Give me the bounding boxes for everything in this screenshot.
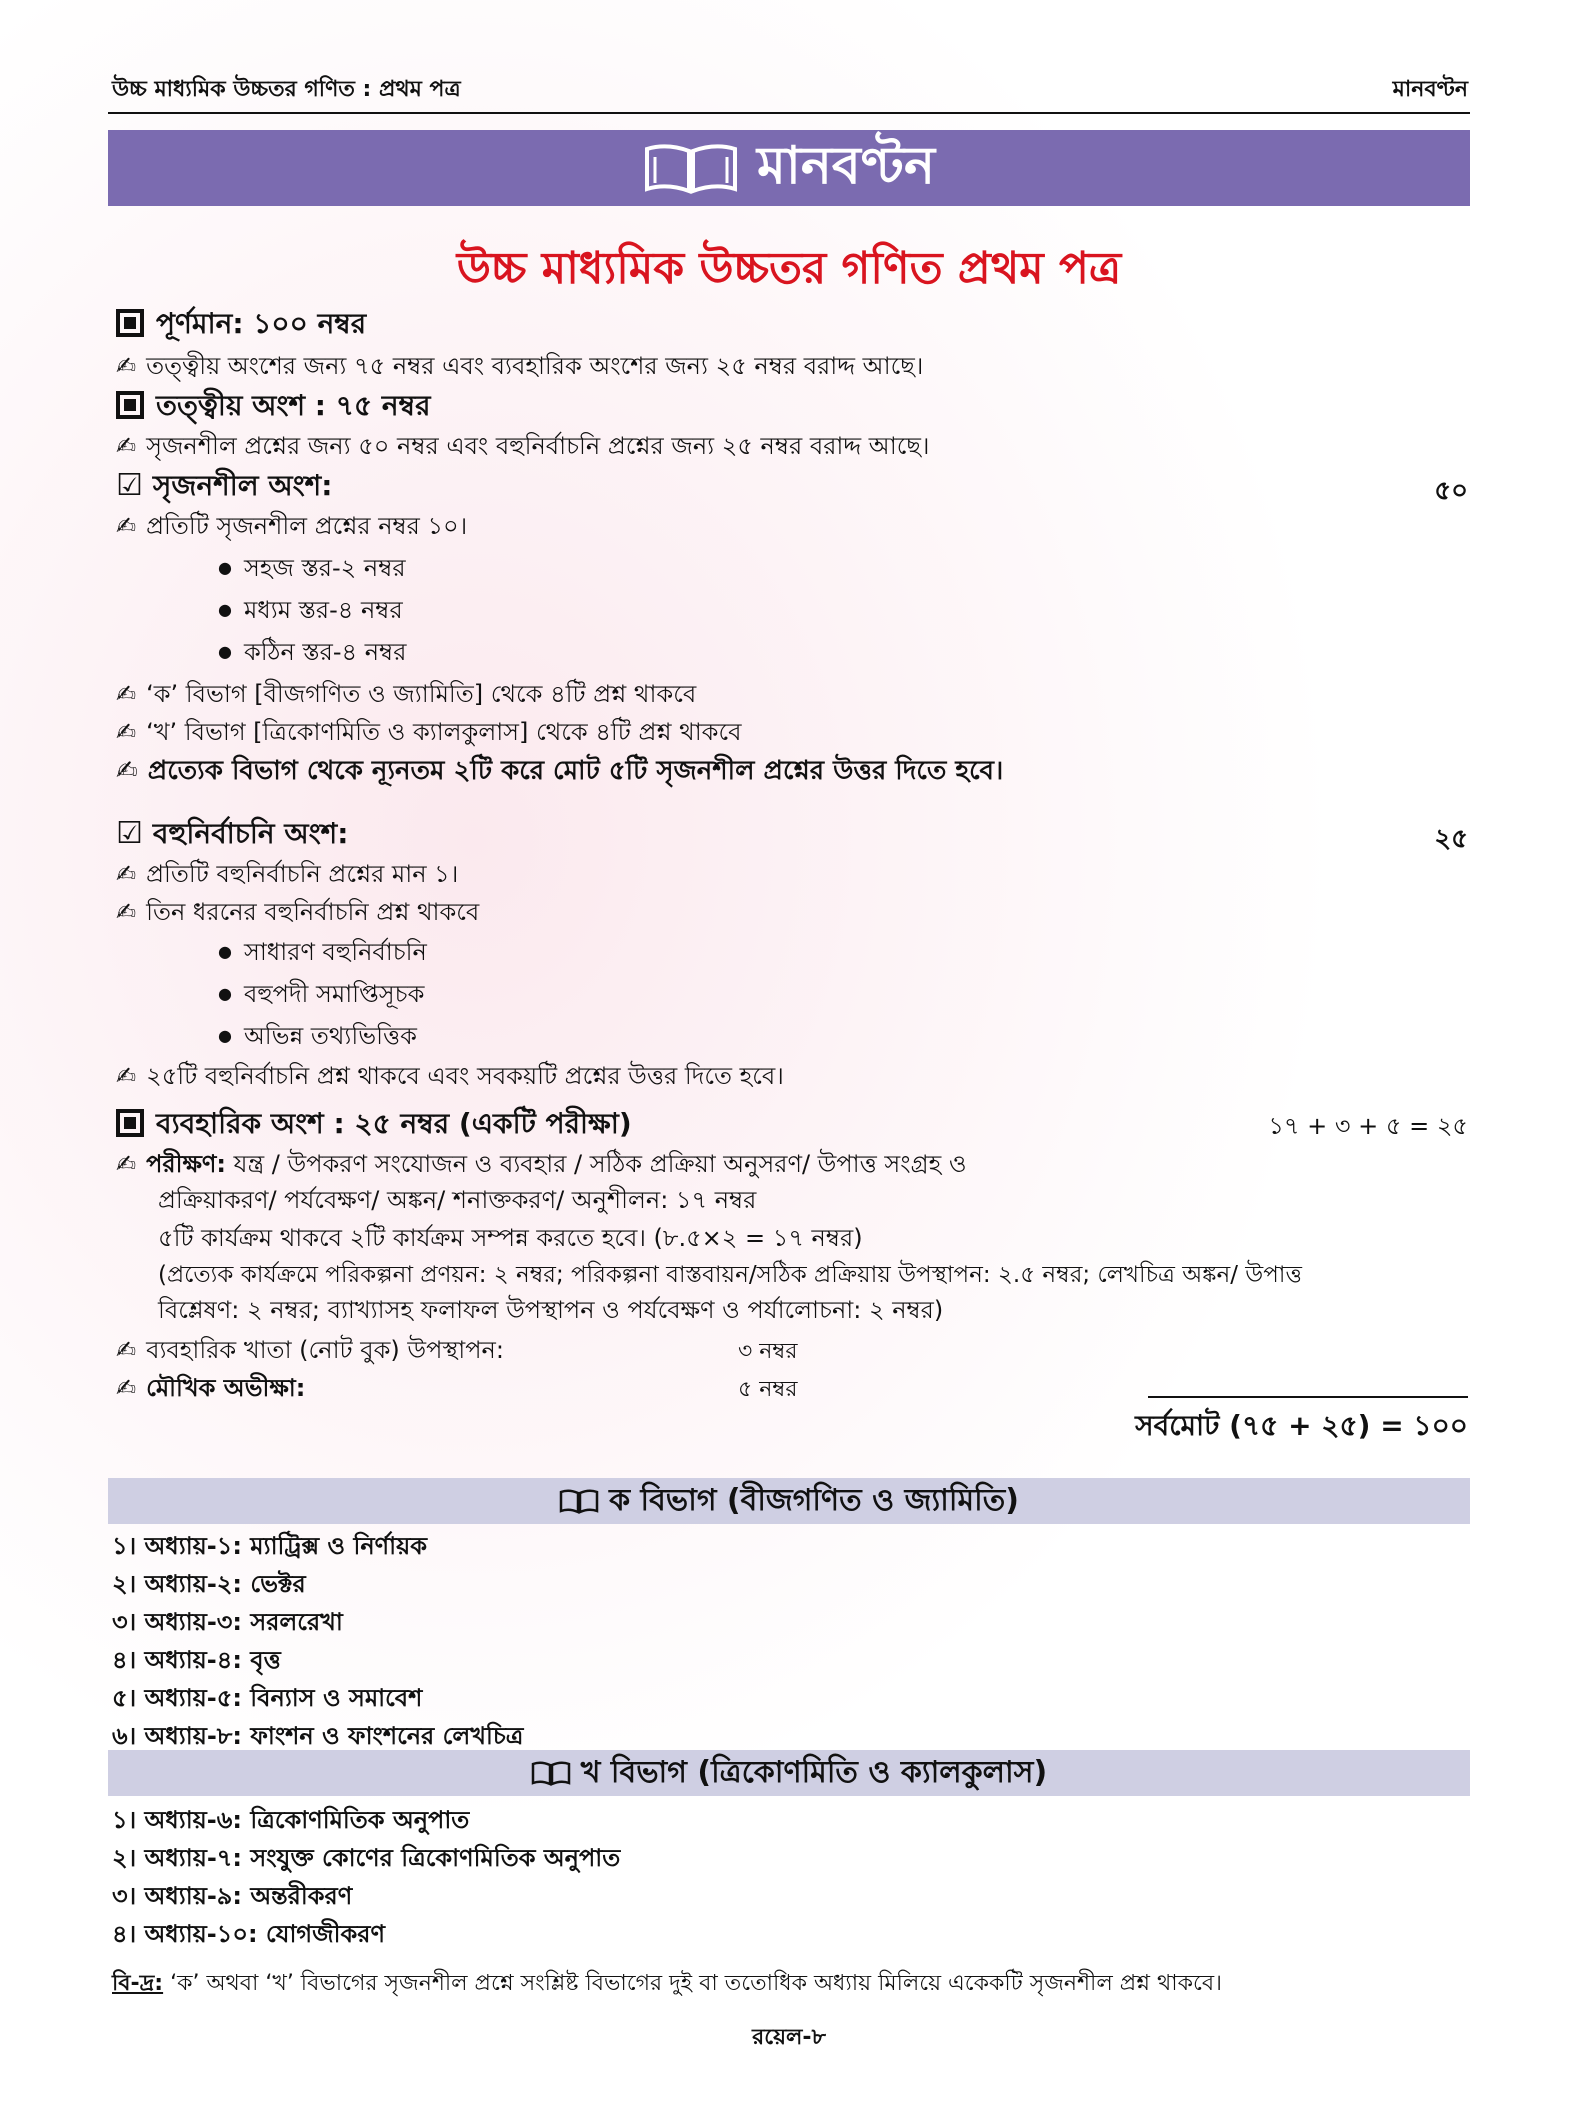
writing-hand-icon: ✍: [116, 352, 137, 380]
chapter-item: ৬। অধ্যায়-৮: ফাংশন ও ফাংশনের লেখচিত্র: [112, 1722, 524, 1750]
chapter-item: ৪। অধ্যায়-৪: বৃত্ত: [112, 1646, 281, 1674]
writing-hand-icon: ✍: [116, 432, 137, 460]
footnote-text: ‘ক’ অথবা ‘খ’ বিভাগের সৃজনশীল প্রশ্নে সংশ্লিষ্ট বিভাগের দুই বা ততোধিক অধ্যায় মিলিয়ে একেকটি সৃজনশীল প্রশ্ন থাকবে।: [170, 1971, 1222, 1996]
chapter-item: ৩। অধ্যায়-৩: সরলরেখা: [112, 1608, 343, 1636]
header-left: উচ্চ মাধ্যমিক উচ্চতর গণিত : প্রথম পত্র: [112, 77, 461, 102]
theory-note: ✍ সৃজনশীল প্রশ্নের জন্য ৫০ নম্বর এবং বহুনির্বাচনি প্রশ্নের জন্য ২৫ নম্বর বরাদ্দ আছে।: [116, 432, 930, 460]
writing-hand-icon: ✍: [116, 1062, 137, 1090]
viva-line: ✍ মৌখিক অভীক্ষা:: [116, 1374, 306, 1402]
level-item: ● কঠিন স্তর-৪ নম্বর: [218, 634, 406, 674]
full-marks-note: ✍ তত্ত্বীয় অংশের জন্য ৭৫ নম্বর এবং ব্যবহারিক অংশের জন্য ২৫ নম্বর বরাদ্দ আছে।: [116, 352, 924, 380]
notebook-line: ✍ ব্যবহারিক খাতা (নোট বুক) উপস্থাপন:: [116, 1336, 504, 1364]
title-banner: [108, 130, 1470, 206]
footnote-label: বি-দ্র:: [112, 1971, 164, 1996]
chapter-item: ৫। অধ্যায়-৫: বিন্যাস ও সমাবেশ: [112, 1684, 423, 1712]
writing-hand-icon: ✍: [116, 718, 137, 746]
header-rule: [108, 112, 1470, 114]
creative-line4: ✍ প্রত্যেক বিভাগ থেকে ন্যূনতম ২টি করে মোট ৫টি সৃজনশীল প্রশ্নের উত্তর দিতে হবে।: [116, 756, 1004, 786]
practical-exam-line4: (প্রত্যেক কার্যক্রমে পরিকল্পনা প্রণয়ন: ২ নম্বর; পরিকল্পনা বাস্তবায়ন/সঠিক প্রক্রিয়ায় উপস্থাপন: ২.৫ নম্বর; লেখচিত্র অঙ্কন/ উপাত্ত: [158, 1262, 1302, 1288]
open-book-icon: [531, 1760, 571, 1786]
chapter-item: ২। অধ্যায়-২: ভেক্টর: [112, 1570, 306, 1598]
open-book-icon: [559, 1488, 599, 1514]
square-bullet-icon: [116, 1109, 144, 1137]
mcq-line2: ✍ তিন ধরনের বহুনির্বাচনি প্রশ্ন থাকবে: [116, 898, 480, 926]
level-item: ● সহজ স্তর-২ নম্বর: [218, 550, 406, 590]
creative-line2: ✍ ‘ক’ বিভাগ [বীজগণিত ও জ্যামিতি] থেকে ৪টি প্রশ্ন থাকবে: [116, 680, 697, 708]
practical-heading: ব্যবহারিক অংশ : ২৫ নম্বর (একটি পরীক্ষা): [116, 1102, 632, 1149]
page-footer: রয়েল-৮: [752, 2025, 826, 2050]
theory-heading: তত্ত্বীয় অংশ : ৭৫ নম্বর: [116, 384, 430, 431]
writing-hand-icon: ✍: [116, 512, 137, 540]
mcq-marks: ২৫: [1434, 824, 1468, 854]
writing-hand-icon: ✍: [116, 1150, 137, 1178]
mcq-type-item: ● অভিন্ন তথ্যভিত্তিক: [218, 1018, 417, 1058]
chapter-item: ২। অধ্যায়-৭: সংযুক্ত কোণের ত্রিকোণমিতিক অনুপাত: [112, 1844, 621, 1872]
grand-total: সর্বমোট (৭৫ + ২৫) = ১০০: [1135, 1409, 1468, 1442]
section-kha-bar: [108, 1750, 1470, 1796]
total-rule: [1148, 1396, 1468, 1398]
section-ka-bar: [108, 1478, 1470, 1524]
square-bullet-icon: [116, 309, 144, 337]
writing-hand-icon: ✍: [116, 860, 137, 888]
creative-heading: ☑ সৃজনশীল অংশ:: [116, 468, 333, 503]
section-kha-title: খ বিভাগ (ত্রিকোণমিতি ও ক্যালকুলাস): [580, 1754, 1048, 1790]
viva-marks: ৫ নম্বর: [738, 1377, 798, 1402]
practical-exam-line5: বিশ্লেষণ: ২ নম্বর; ব্যাখ্যাসহ ফলাফল উপস্থাপন ও পর্যবেক্ষণ ও পর্যালোচনা: ২ নম্বর): [158, 1296, 944, 1324]
practical-exam-line3: ৫টি কার্যক্রম থাকবে ২টি কার্যক্রম সম্পন্ন করতে হবে। (৮.৫×২ = ১৭ নম্বর): [158, 1224, 863, 1252]
mcq-line3: ✍ ২৫টি বহুনির্বাচনি প্রশ্ন থাকবে এবং সবকয়টি প্রশ্নের উত্তর দিতে হবে।: [116, 1062, 784, 1090]
chapter-item: ১। অধ্যায়-১: ম্যাট্রিক্স ও নির্ণায়ক: [112, 1532, 428, 1560]
creative-line1: ✍ প্রতিটি সৃজনশীল প্রশ্নের নম্বর ১০।: [116, 512, 468, 540]
level-item: ● মধ্যম স্তর-৪ নম্বর: [218, 592, 403, 632]
mcq-heading: ☑ বহুনির্বাচনি অংশ:: [116, 816, 349, 851]
header-right: মানবণ্টন: [1392, 77, 1468, 102]
writing-hand-icon: ✍: [116, 898, 137, 926]
writing-hand-icon: ✍: [116, 680, 137, 708]
mcq-type-item: ● বহুপদী সমাপ্তিসূচক: [218, 976, 424, 1016]
square-bullet-icon: [116, 391, 144, 419]
section-ka-title: ক বিভাগ (বীজগণিত ও জ্যামিতি): [609, 1482, 1019, 1518]
chapter-item: ১। অধ্যায়-৬: ত্রিকোণমিতিক অনুপাত: [112, 1806, 470, 1834]
full-marks-heading: পূর্ণমান: ১০০ নম্বর: [116, 302, 366, 349]
writing-hand-icon: ✍: [116, 1374, 137, 1402]
mcq-type-item: ● সাধারণ বহুনির্বাচনি: [218, 934, 427, 974]
checkbox-checked-icon: ☑: [116, 468, 143, 503]
page-subtitle: উচ্চ মাধ্যমিক উচ্চতর গণিত প্রথম পত্র: [456, 243, 1122, 294]
practical-exam-line2: প্রক্রিয়াকরণ/ পর্যবেক্ষণ/ অঙ্কন/ শনাক্তকরণ/ অনুশীলন: ১৭ নম্বর: [158, 1186, 757, 1214]
writing-hand-icon: ✍: [116, 756, 138, 786]
creative-marks: ৫০: [1434, 476, 1468, 506]
chapter-item: ৩। অধ্যায়-৯: অন্তরীকরণ: [112, 1882, 353, 1910]
banner-title: মানবণ্টন: [756, 135, 936, 196]
checkbox-checked-icon: ☑: [116, 816, 143, 851]
footnote: [112, 1966, 1472, 2003]
creative-line3: ✍ ‘খ’ বিভাগ [ত্রিকোণমিতি ও ক্যালকুলাস] থেকে ৪টি প্রশ্ন থাকবে: [116, 718, 742, 746]
practical-sum: ১৭ + ৩ + ৫ = ২৫: [1268, 1112, 1468, 1140]
chapter-item: ৪। অধ্যায়-১০: যোগজীকরণ: [112, 1920, 385, 1948]
writing-hand-icon: ✍: [116, 1336, 137, 1364]
open-book-icon: [643, 141, 739, 195]
notebook-marks: ৩ নম্বর: [738, 1339, 798, 1364]
practical-exam-line: ✍ পরীক্ষণ: যন্ত্র / উপকরণ সংযোজন ও ব্যবহার / সঠিক প্রক্রিয়া অনুসরণ/ উপাত্ত সংগ্রহ ও: [116, 1150, 967, 1178]
mcq-line1: ✍ প্রতিটি বহুনির্বাচনি প্রশ্নের মান ১।: [116, 860, 459, 888]
